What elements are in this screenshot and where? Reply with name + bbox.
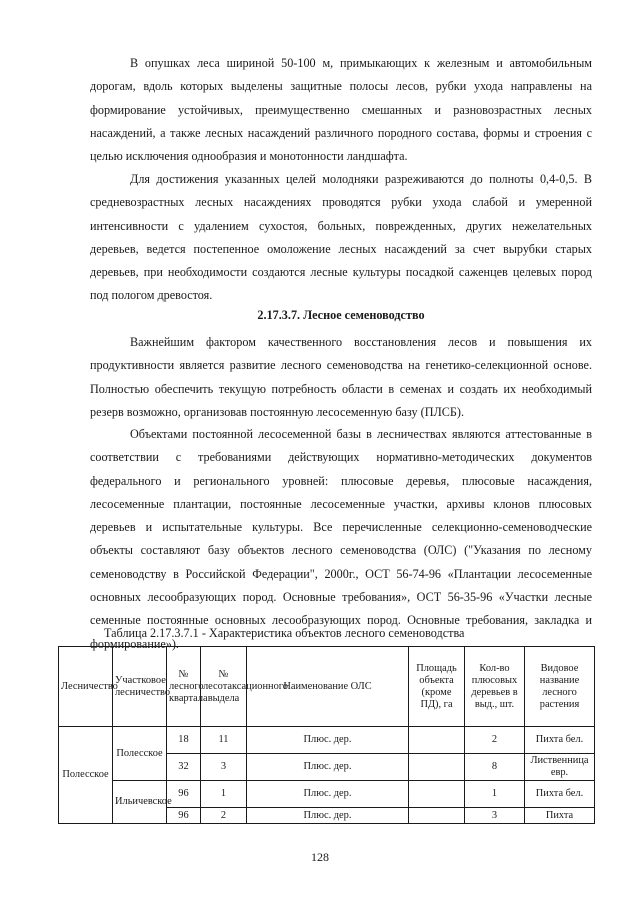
cell-name: Плюс. дер. bbox=[247, 781, 409, 808]
cell-species: Лиственница евр. bbox=[525, 754, 595, 781]
header-count: Кол-во плюсовых деревьев в выд., шт. bbox=[465, 647, 525, 727]
paragraph-2: Для достижения указанных целей молодняки разреживаются до полноты 0,4-0,5. В средневозрастных лесных насаждениях проводятся рубки ухода слабой и умеренной интенсивности с удалением сухостоя, больных, поврежденных, других нежелательных деревьев, ведется постепенное омоложение лесных насаждений за счет вырубки старых деревьев, при необходимости создаются лесные культуры посадкой саженцев целевых пород под пологом древостоя. bbox=[90, 172, 592, 303]
header-vydel: № лесотаксационного выдела bbox=[201, 647, 247, 727]
cell-name: Плюс. дер. bbox=[247, 808, 409, 824]
header-species: Видовое название лесного растения bbox=[525, 647, 595, 727]
paragraph-3: Важнейшим фактором качественного восстановления лесов и повышения их продуктивности является развитие лесного семеноводства на генетико-селекционной основе. Полностью обеспечить текущую потребность области в семенах и создать их необходимый резерв возможно, организовав постоянную лесосеменную базу (ПЛСБ). bbox=[90, 335, 592, 419]
cell-count: 8 bbox=[465, 754, 525, 781]
header-uchastok: Участковое лесничество bbox=[113, 647, 167, 727]
table-caption: Таблица 2.17.3.7.1 - Характеристика объектов лесного семеноводства bbox=[104, 626, 465, 640]
cell-area bbox=[409, 754, 465, 781]
paragraph-4: Объектами постоянной лесосеменной базы в лесничествах являются аттестованные в соответствии с требованиями действующих нормативно-методических документов федерального и регионального уровней: плюсовые деревья, плюсовые насаждения, лесосеменные плантации, постоянные лесосеменные участки, архивы клонов плюсовых деревьев и испытательные культуры. Все перечисленные селекционно-семеноводческие объекты составляют базу объектов лесного семеноводства (ОЛС) ("Указания по лесному семеноводству в Российской Федерации", 2000г., ОСТ 56-74-96 «Плантации лесосеменные основных лесообразующих пород. Основные требования», ОСТ 56-35-96 «Участки лесные семенные постоянные основных лесообразующих пород. Основные требования, закладка и формирование»). bbox=[90, 427, 592, 651]
paragraph-1: В опушках леса шириной 50-100 м, примыкающих к железным и автомобильным дорогам, вдоль которых выделены защитные полосы лесов, рубки ухода направлены на формирование устойчивых, преимущественно смешанных и разновозрастных лесных насаждений, а также лесных насаждений различного породного состава, формы и строения с целью исключения однообразия и монотонности ландшафта. bbox=[90, 56, 592, 164]
table-row bbox=[59, 781, 595, 808]
cell-species: Пихта бел. bbox=[525, 727, 595, 754]
cell-uchastok: Ильичевское bbox=[113, 781, 167, 824]
page-number: 128 bbox=[311, 850, 329, 864]
header-kvartal: № лесного квартала bbox=[167, 647, 201, 727]
cell-kvartal: 96 bbox=[167, 781, 201, 808]
ols-table bbox=[58, 646, 595, 824]
cell-area bbox=[409, 727, 465, 754]
cell-area bbox=[409, 781, 465, 808]
section-heading: 2.17.3.7. Лесное семеноводство bbox=[257, 308, 425, 322]
cell-species: Пихта bbox=[525, 808, 595, 824]
table-row bbox=[59, 727, 595, 754]
cell-count: 2 bbox=[465, 727, 525, 754]
cell-area bbox=[409, 808, 465, 824]
cell-lesnichestvo: Полесское bbox=[59, 727, 113, 824]
cell-kvartal: 32 bbox=[167, 754, 201, 781]
cell-kvartal: 96 bbox=[167, 808, 201, 824]
cell-kvartal: 18 bbox=[167, 727, 201, 754]
cell-vydel: 11 bbox=[201, 727, 247, 754]
cell-species: Пихта бел. bbox=[525, 781, 595, 808]
cell-vydel: 3 bbox=[201, 754, 247, 781]
cell-vydel: 1 bbox=[201, 781, 247, 808]
cell-count: 3 bbox=[465, 808, 525, 824]
cell-uchastok: Полесское bbox=[113, 727, 167, 781]
header-lesnichestvo: Лесничество bbox=[59, 647, 113, 727]
cell-name: Плюс. дер. bbox=[247, 727, 409, 754]
header-name: Наименование ОЛС bbox=[247, 647, 409, 727]
header-area: Площадь объекта (кроме ПД), га bbox=[409, 647, 465, 727]
cell-count: 1 bbox=[465, 781, 525, 808]
cell-name: Плюс. дер. bbox=[247, 754, 409, 781]
cell-vydel: 2 bbox=[201, 808, 247, 824]
